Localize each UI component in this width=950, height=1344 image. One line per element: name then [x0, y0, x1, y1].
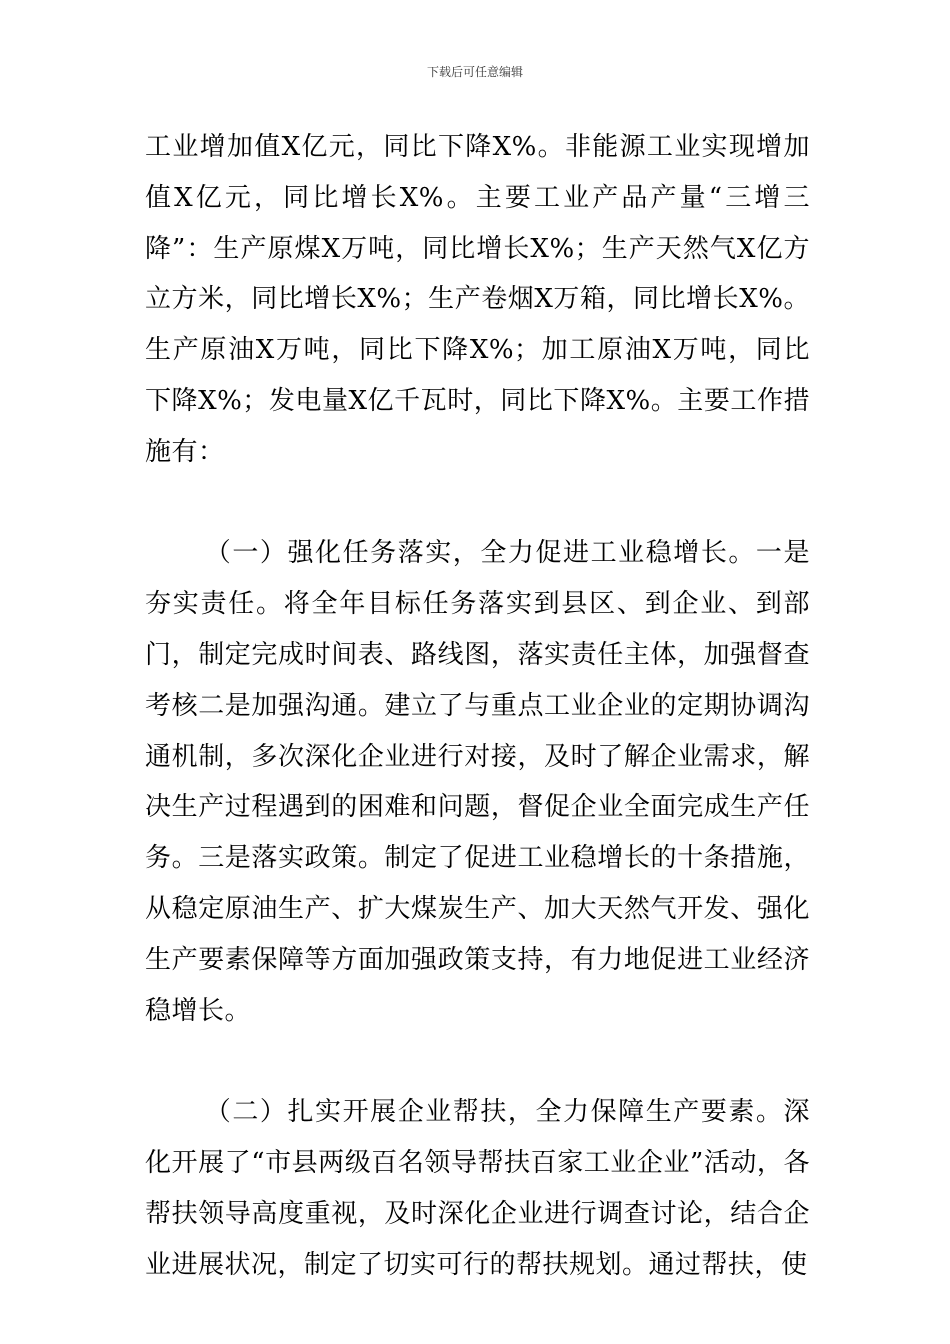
paragraph-1: 工业增加值X亿元，同比下降X%。非能源工业实现增加值X亿元，同比增长X%。主要工业产品产量“三增三降”：生产原煤X万吨，同比增长X%；生产天然气X亿方立方米，同比增长X%；生产卷烟X万箱，同比增长X%。生产原油X万吨，同比下降X%；加工原油X万吨，同比下降X%；发电量X亿千瓦时，同比下降X%。主要工作措施有：	[145, 132, 810, 467]
paragraph-2: （一）强化任务落实，全力促进工业稳增长。一是夯实责任。将全年目标任务落实到县区、到企业、到部门，制定完成时间表、路线图，落实责任主体，加强督查考核二是加强沟通。建立了与重点工业企业的定期协调沟通机制，多次深化企业进行对接，及时了解企业需求，解决生产过程遇到的困难和问题，督促企业全面完成生产任务。三是落实政策。制定了促进工业稳增长的十条措施，从稳定原油生产、扩大煤炭生产、加大天然气开发、强化生产要素保障等方面加强政策支持，有力地促进工业经济稳增长。	[145, 538, 810, 1026]
paragraph-3: （二）扎实开展企业帮扶，全力保障生产要素。深化开展了“市县两级百名领导帮扶百家工业企业”活动，各帮扶领导高度重视，及时深化企业进行调查讨论，结合企业进展状况，制定了切实可行的帮扶规划。通过帮扶，使	[145, 1097, 810, 1280]
page-header: 下载后可任意编辑	[426, 65, 523, 79]
document-body	[145, 122, 810, 1290]
